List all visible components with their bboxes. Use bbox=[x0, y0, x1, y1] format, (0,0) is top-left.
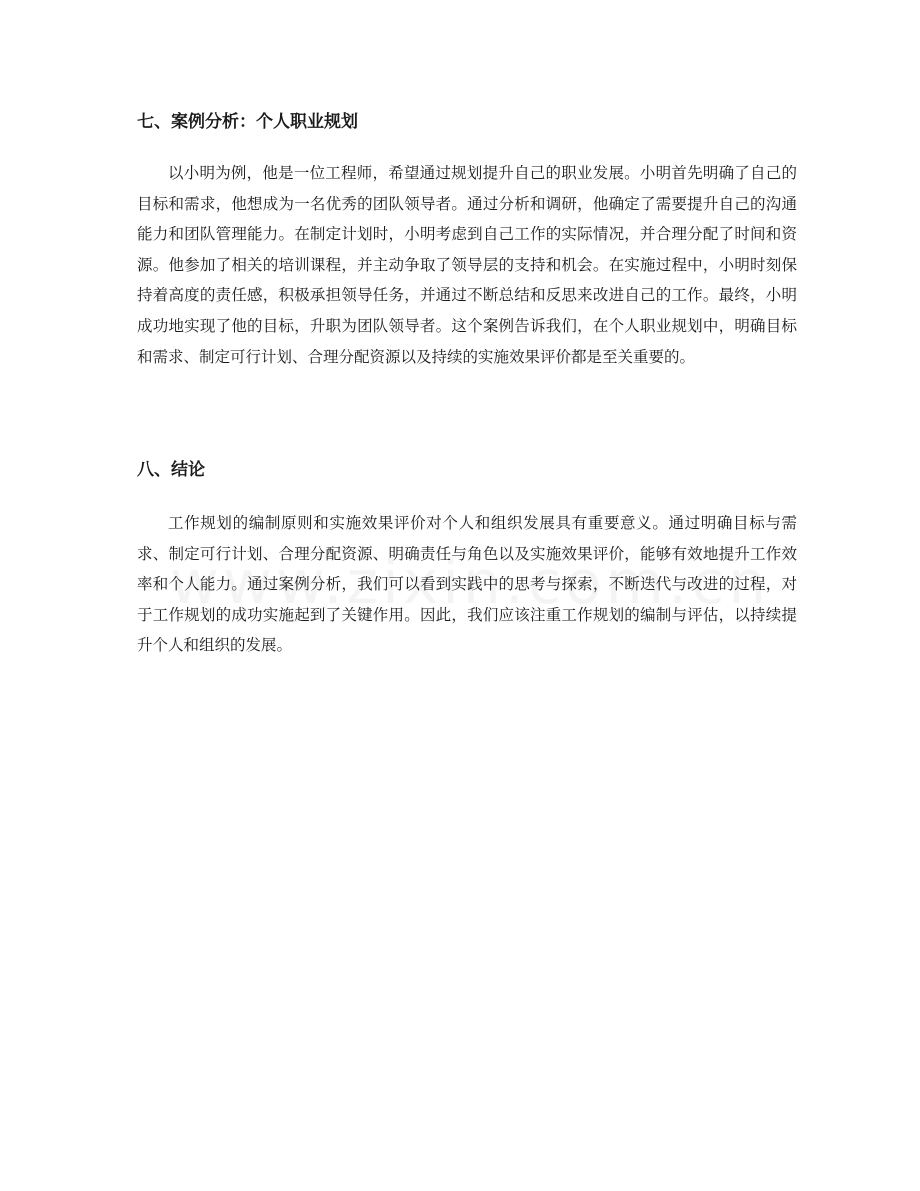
section-8-heading: 八、结论 bbox=[137, 460, 205, 480]
section-7-heading: 七、案例分析：个人职业规划 bbox=[137, 112, 358, 132]
watermark bbox=[170, 548, 770, 618]
section-7-paragraph: 以小明为例，他是一位工程师，希望通过规划提升自己的职业发展。小明首先明确了自己的目标和需求，他想成为一名优秀的团队领导者。通过分析和调研，他确定了需要提升自己的沟通能力和团队管理能力。在制定计划时，小明考虑到自己工作的实际情况，并合理分配了时间和资源。他参加了相关的培训课程，并主动争取了领导层的支持和机会。在实施过程中，小明时刻保持着高度的责任感，积极承担领导任务，并通过不断总结和反思来改进自己的工作。最终，小明成功地实现了他的目标，升职为团队领导者。这个案例告诉我们，在个人职业规划中，明确目标和需求、制定可行计划、合理分配资源以及持续的实施效果评价都是至关重要的。 bbox=[137, 164, 797, 366]
section-8-paragraph: 工作规划的编制原则和实施效果评价对个人和组织发展具有重要意义。通过明确目标与需求、制定可行计划、合理分配资源、明确责任与角色以及实施效果评价，能够有效地提升工作效率和个人能力。通过案例分析，我们可以看到实践中的思考与探索，不断迭代与改进的过程，对于工作规划的成功实施起到了关键作用。因此，我们应该注重工作规划的编制与评估，以持续提升个人和组织的发展。 bbox=[137, 514, 797, 655]
